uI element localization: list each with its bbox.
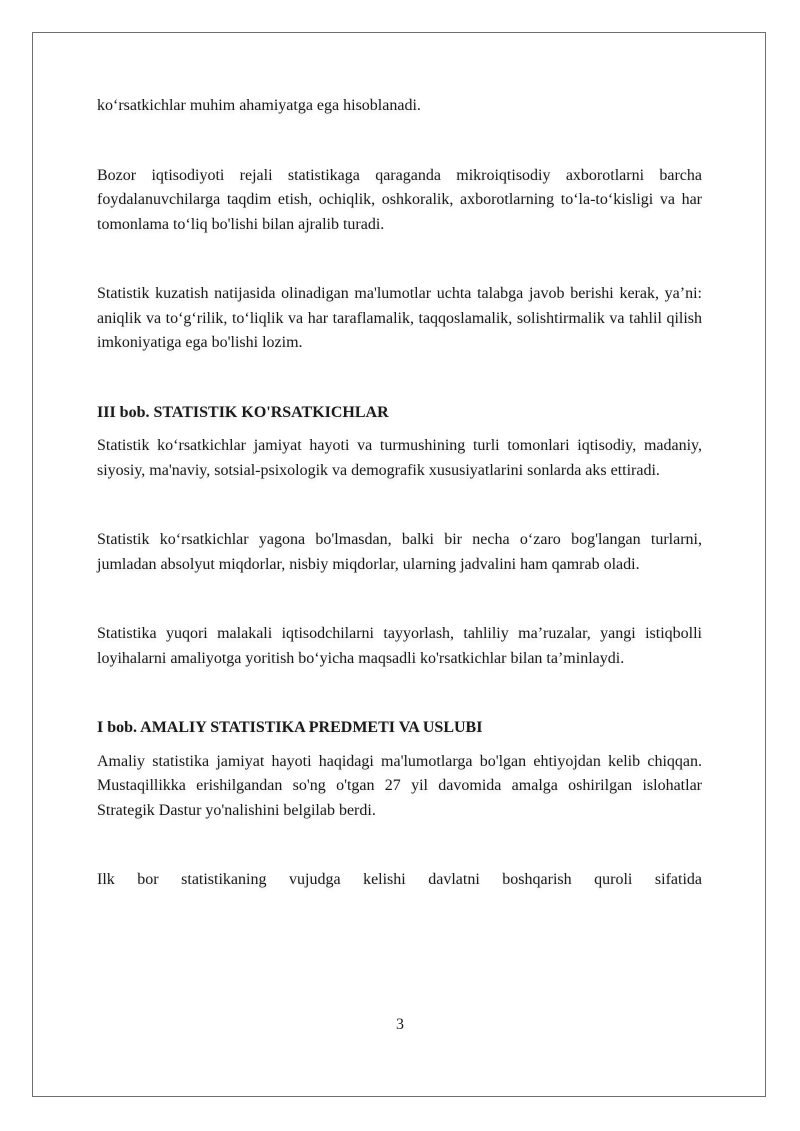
paragraph: Ilk bor statistikaning vujudga kelishi davlatni boshqarish quroli sifatida: [97, 871, 702, 888]
paragraph: Bozor iqtisodiyoti rejali statistikaga qaraganda mikroiqtisodiy axborotlarni barcha foydalanuvchilarga taqdim etish, ochiqlik, oshkoralik, axborotlarning to‘la-to‘kisligi va har tomonlama to‘liq bo'lishi bilan ajralib turadi.: [97, 166, 702, 233]
page-content: [97, 94, 702, 893]
page-number: 3: [396, 1016, 404, 1033]
section-heading: I bob. AMALIY STATISTIKA PREDMETI VA USLUBI: [97, 719, 483, 736]
paragraph: Statistik kuzatish natijasida olinadigan ma'lumotlar uchta talabga javob berishi kerak, ya’ni: aniqlik va to‘g‘rilik, to‘liqlik va har taraflamalik, taqqoslamalik, solishtirmalik va tahlil qilish imkoniyatiga ega bo'lishi lozim.: [97, 285, 702, 351]
paragraph: Statistik ko‘rsatkichlar jamiyat hayoti va turmushining turli tomonlari iqtisodiy, madaniy, siyosiy, ma'naviy, sotsial-psixologik va demografik xususiyatlarini sonlarda aks ettiradi.: [97, 437, 702, 479]
paragraph: ko‘rsatkichlar muhim ahamiyatga ega hisoblanadi.: [97, 97, 421, 114]
paragraph: Statistik ko‘rsatkichlar yagona bo'lmasdan, balki bir necha o‘zaro bog'langan turlarni, jumladan absolyut miqdorlar, nisbiy miqdorlar, ularning jadvalini ham qamrab oladi.: [97, 531, 702, 573]
paragraph: Amaliy statistika jamiyat hayoti haqidagi ma'lumotlarga bo'lgan ehtiyojdan kelib chiqqan. Mustaqillikka erishilgandan so'ng o'tgan 27 yil davomida amalga oshirilgan islohatlar Strategik Dastur yo'nalishini belgilab berdi.: [97, 752, 702, 819]
section-heading: III bob. STATISTIK KO'RSATKICHLAR: [97, 403, 389, 421]
paragraph: Statistika yuqori malakali iqtisodchilarni tayyorlash, tahliliy ma’ruzalar, yangi istiqbolli loyihalarni amaliyotga yoritish bo‘yicha maqsadli ko'rsatkichlar bilan ta’minlaydi.: [97, 625, 702, 667]
